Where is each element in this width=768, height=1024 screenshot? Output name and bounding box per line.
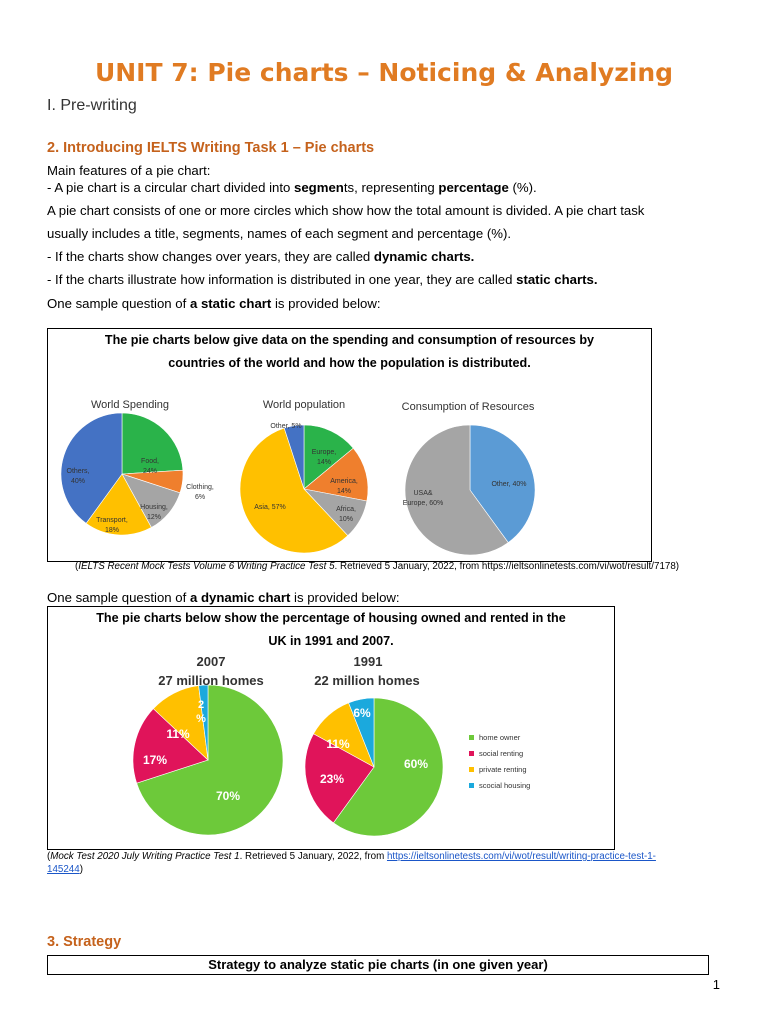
legend-label: social renting: [479, 749, 524, 758]
slice-label: 17%: [142, 753, 168, 767]
static-pie-charts: [48, 329, 651, 561]
citation-dynamic: (Mock Test 2020 July Writing Practice Test 1. Retrieved 5 January, 2022, from https://ieltsonlinetests.com/vi/wot/result/writing-practice-test-1- 145244): [47, 851, 656, 875]
dynamic-pie-charts: [48, 607, 614, 849]
slice-label: 70%: [215, 789, 241, 803]
paragraph-static: - If the charts illustrate how information is distributed in one year, they are called static charts.: [47, 272, 598, 287]
dynamic-chart-caption-line1: The pie charts below show the percentage of housing owned and rented in the: [96, 611, 566, 625]
static-chart-caption-line1: The pie charts below give data on the spending and consumption of resources by: [104, 333, 595, 347]
static-chart-box: [47, 328, 652, 562]
page-title: UNIT 7: Pie charts – Noticing & Analyzing: [94, 58, 674, 87]
chart-title: 2007: [196, 654, 226, 669]
paragraph-static-sample: One sample question of a static chart is provided below:: [47, 296, 381, 311]
page-number: 1: [712, 977, 720, 992]
dynamic-chart-caption-line2: UK in 1991 and 2007.: [268, 634, 394, 648]
slice-label: Transport, 18%: [96, 517, 128, 534]
slice-label: Europe, 14%: [311, 449, 337, 466]
slice-label: 6%: [353, 706, 371, 720]
chart-title: World population: [262, 399, 346, 411]
legend-swatch: [469, 751, 474, 756]
slice-label: 23%: [319, 772, 345, 786]
section-heading-introducing: 2. Introducing IELTS Writing Task 1 – Pie charts: [47, 140, 375, 156]
paragraph-dynamic: - If the charts show changes over years, they are called dynamic charts.: [47, 249, 475, 264]
paragraph-consists: A pie chart consists of one or more circles which show how the total amount is divided. A pie chart task: [47, 203, 645, 218]
chart-title: World Spending: [90, 399, 170, 411]
chart-title: 1991: [353, 654, 383, 669]
legend-swatch: [469, 767, 474, 772]
strategy-table-header: Strategy to analyze static pie charts (in one given year): [47, 955, 709, 975]
paragraph-dynamic-sample: One sample question of a dynamic chart is provided below:: [47, 590, 400, 605]
paragraph-definition: - A pie chart is a circular chart divided into segments, representing percentage (%).: [47, 180, 537, 195]
paragraph-main-features: Main features of a pie chart:: [47, 163, 211, 178]
slice-label: Housing, 12%: [140, 504, 168, 521]
legend-label: private renting: [479, 765, 527, 774]
slice-label: Asia, 57%: [254, 504, 286, 511]
citation-link[interactable]: https://ieltsonlinetests.com/vi/wot/result/writing-practice-test-1-: [386, 851, 656, 862]
slice-label: USA& Europe, 60%: [402, 490, 444, 507]
section-heading-prewriting: I. Pre-writing: [47, 97, 137, 114]
slice-label: 60%: [403, 757, 429, 771]
legend-swatch: [469, 783, 474, 788]
dynamic-chart-box: [47, 606, 615, 850]
slice-label: Africa, 10%: [336, 506, 356, 523]
chart-title: Consumption of Resources: [401, 401, 535, 413]
section-heading-strategy: 3. Strategy: [47, 934, 122, 950]
slice-label: Others, 40%: [66, 468, 90, 485]
slice-label: Other, 5%: [270, 423, 302, 430]
slice-label: America, 14%: [330, 478, 358, 495]
slice-label: Other, 40%: [491, 481, 527, 488]
static-chart-caption-line2: countries of the world and how the population is distributed.: [168, 356, 531, 370]
slice-label: 2 %: [196, 699, 206, 725]
chart-subtitle: 27 million homes: [158, 673, 264, 688]
legend-swatch: [469, 735, 474, 740]
citation-static: (IELTS Recent Mock Tests Volume 6 Writing Practice Test 5. Retrieved 5 January, 2022, from https://ieltsonlinetests.com/vi/wot/result/7178): [75, 561, 680, 572]
slice-label: 11%: [326, 737, 350, 751]
legend-label: home owner: [479, 733, 521, 742]
slice-label: Clothing, 6%: [186, 484, 214, 501]
slice-label: 11%: [166, 727, 190, 741]
slice-label: Food, 24%: [141, 458, 159, 475]
paragraph-includes: usually includes a title, segments, names of each segment and percentage (%).: [47, 226, 512, 241]
citation-link-continued[interactable]: 145244: [47, 864, 80, 875]
legend-label: scocial housing: [479, 781, 531, 790]
chart-subtitle: 22 million homes: [314, 673, 420, 688]
